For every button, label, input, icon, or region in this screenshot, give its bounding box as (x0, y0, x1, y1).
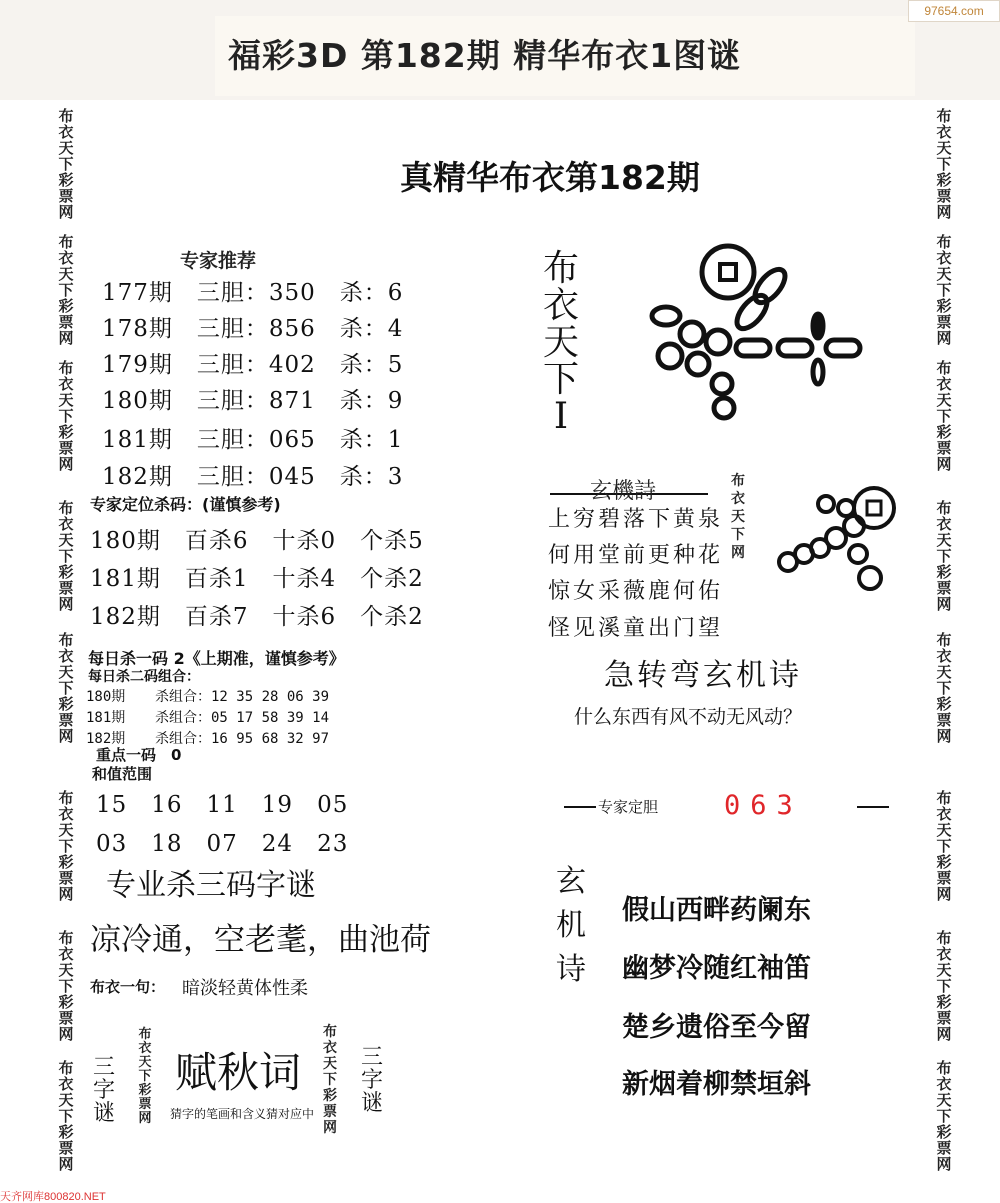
expert-row: 179期 三胆：402 杀：5 (102, 352, 404, 378)
xuanji-line: 何用堂前更种花 (548, 543, 724, 568)
right-strip-3: 布衣天下彩票网 (936, 359, 952, 473)
right-riddle-label: 三字谜 (361, 1045, 384, 1116)
combo-text: 杀组合：12 35 28 06 39 (155, 689, 330, 705)
combo-text: 杀组合：16 95 68 32 97 (155, 731, 330, 747)
combo-period: 182期 (86, 731, 126, 747)
combo-text: 杀组合：05 17 58 39 14 (155, 710, 330, 726)
right-strip-6: 布衣天下彩票网 (936, 789, 952, 903)
expert-row: 177期 三胆：350 杀：6 (102, 280, 404, 306)
poem2-line: 新烟着柳禁垣斜 (622, 1069, 811, 1100)
dan-digits: 063 (724, 790, 803, 821)
focus-one: 重点一码 0 (96, 746, 182, 764)
combo-period: 180期 (86, 689, 126, 705)
left-riddle-label: 三字谜 (93, 1055, 116, 1126)
footer-watermark[interactable]: 天齐网库800820.NET (0, 1191, 106, 1203)
expert-row: 182期 三胆：045 杀：3 (102, 464, 404, 490)
dan-label: 专家定胆 (598, 798, 659, 816)
position-kill-row: 181期 百杀1 十杀4 个杀2 (90, 566, 424, 592)
sum-row-1: 15 16 11 19 05 (96, 792, 349, 818)
coin-figure-top (640, 238, 870, 428)
sum-range-label: 和值范围 (92, 765, 153, 783)
left-strip-2: 布衣天下彩票网 (58, 233, 74, 347)
left-strip-8: 布衣天下彩票网 (58, 1059, 74, 1173)
expert-row: 178期 三胆：856 杀：4 (102, 316, 404, 342)
left-strip-5: 布衣天下彩票网 (58, 631, 74, 745)
riddle-title: 专业杀三码字谜 (106, 868, 316, 903)
poster-title: 真精华布衣第182期 (400, 158, 700, 197)
riddle-note: 猜字的笔画和含义猜对应中 (170, 1107, 315, 1121)
right-strip-7: 布衣天下彩票网 (936, 929, 952, 1043)
position-kill-row: 180期 百杀6 十杀0 个杀5 (90, 528, 424, 554)
poem2-line: 假山西畔药阑东 (622, 895, 811, 926)
right-strip-8: 布衣天下彩票网 (936, 1059, 952, 1173)
position-kill-heading: 专家定位杀码：(谨慎参考) (90, 495, 281, 514)
site-watermark[interactable]: 97654.com (908, 0, 1000, 22)
riddle-strip-right: 布衣天下彩票网 (323, 1024, 337, 1136)
sum-row-2: 03 18 07 24 23 (96, 831, 349, 857)
brand-vertical: 布衣天下I (542, 248, 579, 437)
right-strip-1: 布衣天下彩票网 (936, 107, 952, 221)
dan-line-left (564, 806, 596, 808)
turn-poem-question: 什么东西有风不动无风动？ (574, 706, 803, 728)
xuanji-side-strip: 布衣天下网 (731, 473, 745, 561)
right-strip-2: 布衣天下彩票网 (936, 233, 952, 347)
xuanji-heading: 玄機詩 (590, 479, 657, 504)
left-strip-1: 布衣天下彩票网 (58, 107, 74, 221)
left-strip-6: 布衣天下彩票网 (58, 789, 74, 903)
poem2-side-label: 玄机诗 (556, 864, 586, 987)
one-liner-text: 暗淡轻黄体性柔 (182, 978, 308, 999)
riddle-line: 凉冷通，空老耄，曲池荷 (90, 922, 431, 958)
combo-period: 181期 (86, 710, 126, 726)
turn-poem-title: 急转弯玄机诗 (604, 658, 802, 693)
daily-kill-one: 每日杀一码 2《上期准，谨慎参考》 (88, 649, 345, 668)
xuanji-line: 惊女采薇鹿何佑 (548, 579, 724, 604)
xuanji-line: 怪见溪童出门望 (548, 616, 724, 641)
dan-line-right (857, 806, 889, 808)
expert-heading: 专家推荐 (180, 250, 257, 272)
expert-row: 181期 三胆：065 杀：1 (102, 427, 404, 453)
position-kill-row: 182期 百杀7 十杀6 个杀2 (90, 604, 424, 630)
expert-row: 180期 三胆：871 杀：9 (102, 388, 404, 414)
riddle-strip-left: 布衣天下彩票网 (138, 1027, 152, 1126)
one-liner-label: 布衣一句： (90, 978, 166, 996)
page-title: 福彩3D 第182期 精华布衣1图谜 (228, 36, 742, 75)
poem2-line: 幽梦冷随红袖笛 (622, 953, 811, 984)
poem2-line: 楚乡遗俗至今留 (622, 1012, 811, 1043)
riddle-center-word: 赋秋词 (175, 1048, 302, 1097)
xuanji-line: 上穷碧落下黄泉 (548, 507, 724, 532)
left-strip-4: 布衣天下彩票网 (58, 499, 74, 613)
right-strip-4: 布衣天下彩票网 (936, 499, 952, 613)
daily-kill-two-heading: 每日杀二码组合： (88, 669, 200, 685)
coin-figure-mid (770, 482, 900, 598)
right-strip-5: 布衣天下彩票网 (936, 631, 952, 745)
left-strip-3: 布衣天下彩票网 (58, 359, 74, 473)
left-strip-7: 布衣天下彩票网 (58, 929, 74, 1043)
